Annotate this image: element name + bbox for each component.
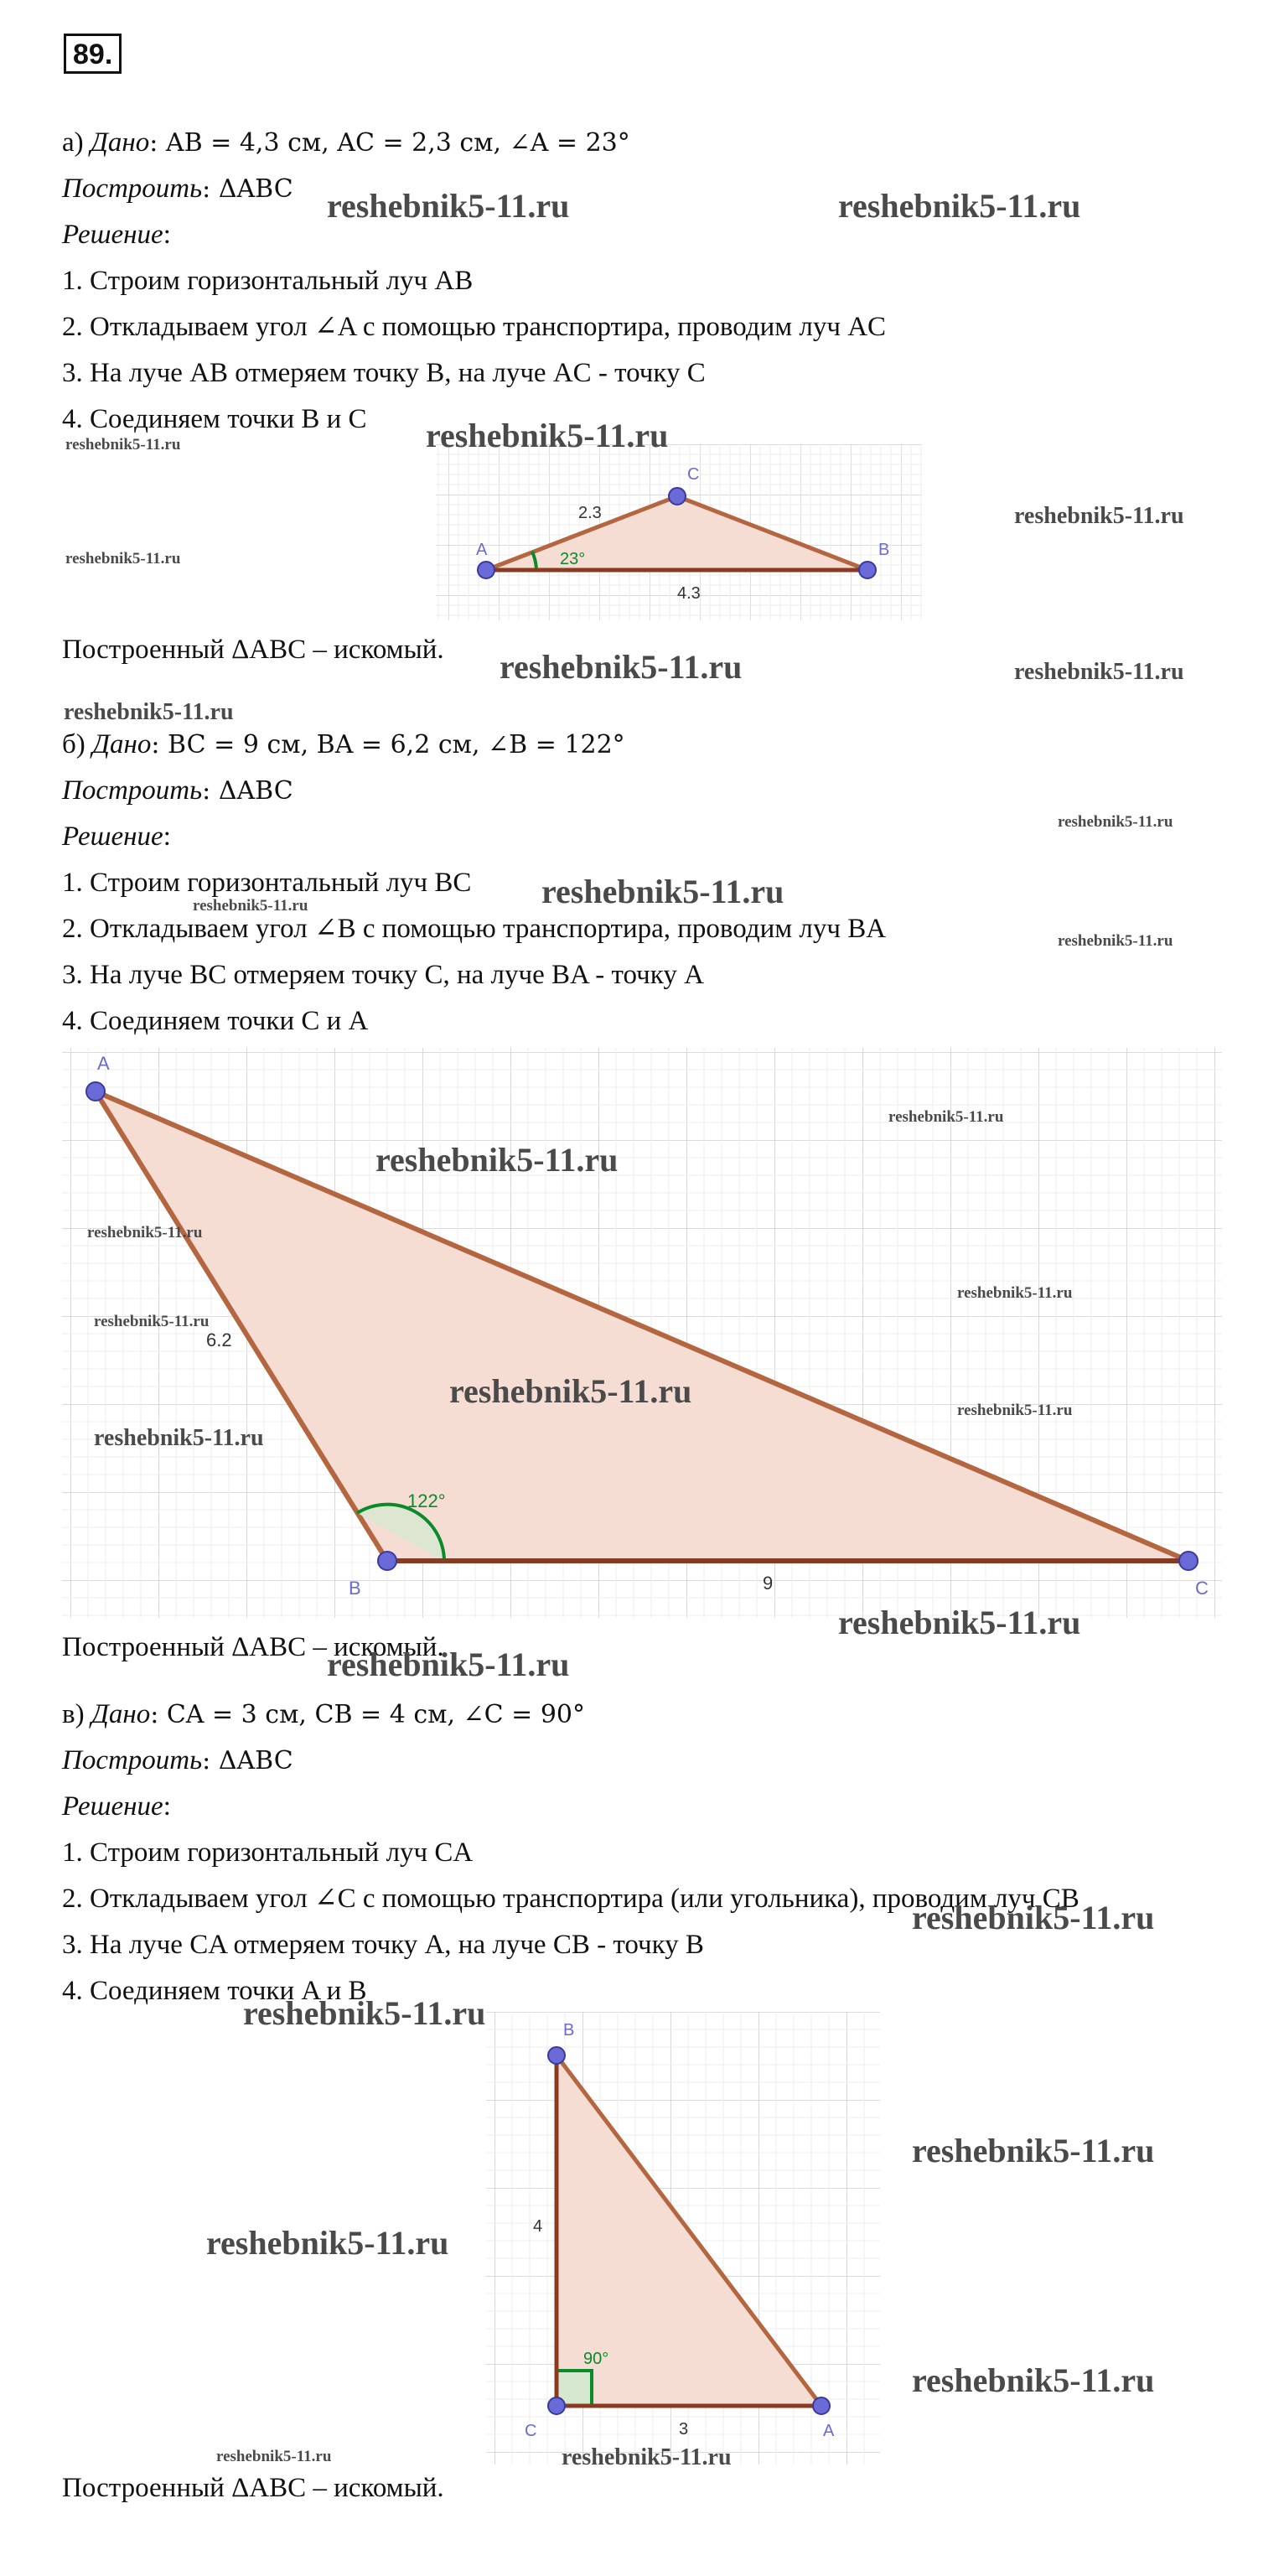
part-b-side-bc: 9 xyxy=(763,1573,774,1594)
part-c-point-c xyxy=(548,2397,565,2414)
watermark: reshebnik5-11.ru xyxy=(912,2132,1155,2169)
watermark: reshebnik5-11.ru xyxy=(426,417,669,454)
part-b-given: б) Дано: BC = 9 см, BA = 6,2 см, ∠B = 122° xyxy=(62,729,625,759)
watermark: reshebnik5-11.ru xyxy=(327,187,570,225)
part-b-step-3: 3. На луче BC отмеряем точку C, на луче BA - точку A xyxy=(62,960,704,990)
part-b-step-1: 1. Строим горизонтальный луч BC xyxy=(62,868,472,898)
watermark: reshebnik5-11.ru xyxy=(500,648,743,686)
watermark: reshebnik5-11.ru xyxy=(888,1108,1004,1126)
watermark: reshebnik5-11.ru xyxy=(1058,813,1173,831)
watermark: reshebnik5-11.ru xyxy=(1058,932,1173,950)
part-b-result: Построенный ΔABC – искомый. xyxy=(62,1632,444,1662)
part-b-side-ba: 6.2 xyxy=(206,1329,232,1350)
watermark: reshebnik5-11.ru xyxy=(65,436,181,454)
watermark: reshebnik5-11.ru xyxy=(562,2444,732,2470)
watermark: reshebnik5-11.ru xyxy=(957,1402,1073,1419)
watermark: reshebnik5-11.ru xyxy=(541,873,784,910)
part-a-solution-heading: Решение: xyxy=(62,220,171,250)
watermark: reshebnik5-11.ru xyxy=(375,1141,619,1179)
part-c-solution-heading: Решение: xyxy=(62,1791,171,1822)
part-b-point-c xyxy=(1179,1552,1198,1570)
part-b-step-4: 4. Соединяем точки C и A xyxy=(62,1006,369,1036)
watermark: reshebnik5-11.ru xyxy=(94,1313,210,1330)
part-a-label-a: A xyxy=(476,541,488,559)
part-b-build: Построить: ΔABC xyxy=(62,775,293,806)
part-c-side-ca: 3 xyxy=(679,2420,689,2439)
watermark: reshebnik5-11.ru xyxy=(957,1284,1073,1302)
part-c-label-b: B xyxy=(563,2021,575,2040)
part-c-point-b xyxy=(548,2047,565,2064)
part-c-build: Построить: ΔABC xyxy=(62,1745,293,1775)
part-a-side-ac: 2.3 xyxy=(578,504,602,522)
watermark: reshebnik5-11.ru xyxy=(65,550,181,568)
watermark: reshebnik5-11.ru xyxy=(1014,659,1184,685)
part-a-label-c: C xyxy=(687,465,700,484)
part-a-angle-label: 23° xyxy=(560,550,586,568)
watermark: reshebnik5-11.ru xyxy=(327,1646,570,1683)
part-a-step-3: 3. На луче AB отмеряем точку B, на луче AC - точку C xyxy=(62,358,706,388)
watermark: reshebnik5-11.ru xyxy=(912,2361,1155,2399)
part-c-given: в) Дано: CA = 3 см, CB = 4 см, ∠C = 90° xyxy=(62,1699,586,1729)
part-a-label-b: B xyxy=(878,541,890,559)
watermark: reshebnik5-11.ru xyxy=(243,1994,486,2032)
watermark: reshebnik5-11.ru xyxy=(87,1224,203,1241)
part-b-label-a: A xyxy=(97,1053,110,1074)
watermark: reshebnik5-11.ru xyxy=(94,1425,264,1451)
part-a-result: Построенный ΔABC – искомый. xyxy=(62,635,444,665)
watermark: reshebnik5-11.ru xyxy=(64,699,234,725)
watermark: reshebnik5-11.ru xyxy=(912,1899,1155,1936)
watermark: reshebnik5-11.ru xyxy=(838,187,1081,225)
watermark: reshebnik5-11.ru xyxy=(206,2224,449,2262)
part-a-side-ab: 4.3 xyxy=(677,584,701,603)
part-b-solution-heading: Решение: xyxy=(62,822,171,852)
watermark: reshebnik5-11.ru xyxy=(1014,503,1184,529)
part-a-point-c xyxy=(669,488,686,505)
part-c-figure xyxy=(486,2012,880,2465)
part-c-result: Построенный ΔABC – искомый. xyxy=(62,2473,444,2503)
part-c-step-2: 2. Откладываем угол ∠C с помощью транспортира (или угольника), проводим луч CB xyxy=(62,1884,1079,1914)
part-a-step-2: 2. Откладываем угол ∠A с помощью транспортира, проводим луч AC xyxy=(62,312,887,342)
watermark: reshebnik5-11.ru xyxy=(216,2448,332,2465)
part-c-step-4: 4. Соединяем точки A и B xyxy=(62,1976,367,2006)
part-a-point-a xyxy=(478,562,494,578)
part-a-step-1: 1. Строим горизонтальный луч AB xyxy=(62,266,474,296)
part-c-step-3: 3. На луче CA отмеряем точку A, на луче CB - точку B xyxy=(62,1930,704,1960)
part-a-given: а) Дано: AB = 4,3 см, AC = 2,3 см, ∠A = 23° xyxy=(62,127,630,158)
watermark: reshebnik5-11.ru xyxy=(193,897,308,915)
problem-number: 89. xyxy=(64,34,122,74)
part-b-step-2: 2. Откладываем угол ∠B с помощью транспортира, проводим луч BA xyxy=(62,914,887,944)
part-a-point-b xyxy=(859,562,876,578)
watermark: reshebnik5-11.ru xyxy=(838,1604,1081,1641)
part-c-label-a: A xyxy=(823,2422,835,2440)
part-c-side-cb: 4 xyxy=(533,2217,543,2236)
part-a-build: Построить: ΔABC xyxy=(62,174,293,204)
part-b-figure xyxy=(62,1048,1222,1618)
part-c-label-c: C xyxy=(525,2422,537,2440)
part-b-angle-label: 122° xyxy=(407,1490,446,1511)
part-c-point-a xyxy=(813,2397,830,2414)
part-b-label-c: C xyxy=(1195,1578,1209,1599)
part-a-figure xyxy=(436,444,922,620)
part-b-point-a xyxy=(86,1082,105,1101)
part-c-step-1: 1. Строим горизонтальный луч CA xyxy=(62,1837,474,1868)
part-a-step-4: 4. Соединяем точки B и C xyxy=(62,404,367,434)
part-b-label-b: B xyxy=(349,1578,361,1599)
watermark: reshebnik5-11.ru xyxy=(449,1372,692,1410)
part-c-angle-label: 90° xyxy=(583,2350,609,2368)
part-b-point-b xyxy=(378,1552,396,1570)
